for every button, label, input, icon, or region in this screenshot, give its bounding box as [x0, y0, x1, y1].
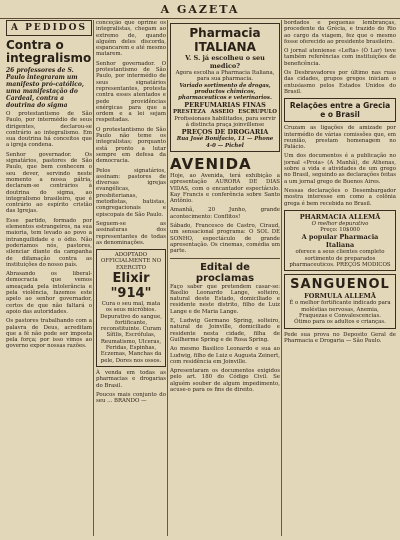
article-paragraph: Senhor governador. O protestantismo de São Paulo, por intermédio de seus signatários representantes, protesta contra esses atentados e pede providências enérgicas para que a ordem e a lei sejam respeitadas. [96, 60, 166, 124]
article-paragraph: Pede sua prova no Deposito Geral de Pharmacia e Drogaria — São Paulo. [284, 331, 396, 344]
article-paragraph: Apresentaram os documentos exigidos pelo art. 180 do Código Civil. Se alguém souber de algum impedimento, acuse-o para os fins de direito. [170, 368, 280, 393]
article-paragraph: Esse partido, formado por elementos estrangeiros, na sua maioria, tem levado ao povo a intranquilidade e o ódio. Não poderíamos nós, pastores, silenciar diante da campanha de difamação contra as instituições do nosso país. [6, 217, 92, 268]
ad-line: Preço: 10$000 [320, 227, 360, 234]
ad-address: Rua José Bonifacio, 11 — Phone 4-0 — Pichel [176, 136, 274, 149]
headline: Contra o integralismo [6, 38, 92, 65]
article-paragraph: Os Desbravadores por último nas ruas das cidades, grupos gregos iniciam o entusiasmo pelos Estados Unidos do Brasil. [284, 70, 396, 95]
ad-line: PREÇOS DE DROGARIA [181, 128, 269, 137]
ad-line: Profissionaes habilitados, para servir á distincta praça joinvillense [174, 115, 276, 129]
article-paragraph: Pelos signatários, assinam: pastores de diversas igrejas evangélicas, presbiterianas, metodistas, batistas, congregacionais e episcopais de São Paulo. [96, 167, 166, 218]
subheadline: 26 professores de S. Paulo integraram um manifesto pró-católico, uma manifestação do Cardeal, contra a doutrina do sigma [6, 67, 84, 109]
pharmacia-allema-advertisement [284, 210, 396, 271]
ad-line: Agora escolha a Pharmacia Italiana, para sua pharmacia. [175, 70, 275, 83]
column-4 [284, 20, 396, 536]
ad-line: Variado sortimento de drogas, productos chimicos, pharmaceuticos e veterinarios. [178, 82, 272, 102]
ad-label-row [173, 109, 277, 115]
article-paragraph: Abrasando os liberal-democracia que vemos ameaçada pela intolerância e pela violência, fazemos este apelo ao senhor governador, certos de que não faltará o apoio das autoridades. [6, 271, 92, 315]
section-title: Relações entre a Grecia e o Brasil [289, 101, 391, 120]
article-paragraph: conceção que oprime os integralistas, chegam ao extremo de, quando alguém deles discorda, espancarem e até mesmo matarem. [96, 20, 166, 58]
ad-tag: FORMULA ALLEMÃ [304, 292, 376, 301]
ad-line: Ótimo para os adultos e crianças. [294, 319, 386, 326]
article-paragraph: Um dos documentos é a publicação no jornal «Proia» (A Manhã), de Athenas, sobre a vida e atividades de um grego no Brasil, seguindo as declarações feitas a um jornal grego de Buenos Aires. [284, 153, 396, 185]
ad-brand: SANGUENOL [290, 277, 390, 293]
ad-line: V. S. já escolheu o seu medico? [185, 54, 265, 70]
ad-brand: Elixir "914" [110, 270, 152, 301]
article-paragraph: Senhor governador. Os signatários, pastores de São Paulo, que bem conhecem o seu dever, servindo neste momento a nossa pátria, declaram-se contrários à doutrina do sigma, ao integralismo brasileiro, que é contrário ao espírito cristão das Igrejas. [6, 151, 92, 215]
column-rule [281, 20, 282, 536]
ad-line: O melhor depurativo [311, 220, 369, 227]
column-rule [167, 20, 168, 536]
article-paragraph: O jornal ateniense «Lefta» (Ó Lar) teve também referências com instituições de beneficência. [284, 48, 396, 67]
ad-label: ASSEIO [210, 109, 234, 116]
section-title: AVENIDA [170, 154, 252, 173]
article-paragraph: À venda em todas as pharmacias e drogarias do Brasil. [96, 369, 166, 389]
article-paragraph: Hoje, ao Avenida, terá exhibição a apresentação AURORA DE DIAS VIDAS, com o encantador espectáculo. Kay Francis e conferência sobre Santo Antônio. [170, 172, 280, 205]
ad-line: PERFUMARIAS FINAS [184, 101, 266, 110]
ad-label: PRESTEZA [173, 109, 206, 116]
article-paragraph: bordados e pequenas lembranças, procedente da Grécia, e trazido do Rio ao cargo da viagem, fez que o mesmo fosse oferecido ao presidente brasileiro. [284, 20, 396, 45]
article-paragraph: Ao mesmo Basilico Leonardo e sua ao Ludwig, filho de Luiz e Augusta Zeinert, com residência em Joinville. [170, 346, 280, 365]
ad-title: Pharmacia ITALIANA [189, 26, 261, 54]
article-paragraph: Nessas declarações o Desembargador mostra interesse em como a colônia grega é bem recebida no Brasil. [284, 187, 396, 207]
ad-line: oferece a seus clientes completo sortimento de preparados pharmaceuticos. PREÇOS MODICOS [289, 249, 391, 269]
section-header-box [6, 20, 92, 36]
article-paragraph: Sábado, Francesco de Castro, Ciraud, um sensacional programa: O SOL DE SONHO, espectáculo de grande apresentação. Os cinemas, comédia um parte. [170, 223, 280, 255]
elixir-advertisement [96, 249, 166, 367]
divider [170, 258, 280, 259]
ad-line: A popular Pharmacia Italiana [301, 233, 379, 250]
ad-label: PHARMACIA ALLEMÃ [299, 212, 381, 221]
ad-label: ESCRUPULO [238, 109, 277, 116]
ad-text: Cura o seu mal, mata os seus micróbios. Depurativo do sangue, fortificante, reconstituinte. Curam Sífilis, Escrófulas, Reumatismo, Ulceras, Feridas, Espinhas, Eczemas, Manchas da pele, Dores nos ossos. [100, 300, 162, 364]
ad-line: É o melhor fortificante indicado para moléstias nervosas, Anemia, Fraquezas e Convalescencias. [289, 300, 391, 319]
column-1 [6, 20, 92, 536]
relacoes-header-box [284, 98, 396, 122]
newspaper-title: A GAZETA [160, 3, 240, 16]
article-paragraph: Amanhã, 20 Junho, grande acontecimento: Conflitos! [170, 207, 280, 220]
article-paragraph: O protestantismo de São Paulo, por intermédio de seus dirigentes, declarou-se contrário ao integralismo. Em sua doutrina há conceitos que a igreja condena. [6, 111, 92, 149]
article-paragraph: Poucos mais conjunto do seu ... BRANDO — [96, 391, 166, 405]
section-title: A PEDIDOS [11, 23, 87, 33]
masthead [0, 0, 400, 19]
article-paragraph: E, Ludwig Germano Spring, solteiro, natural de Joinville, domiciliado e residente nesta cidade, filha de Guilherme Spring e de Rosa Spring. [170, 318, 280, 343]
column-rule [93, 20, 94, 536]
ad-label: ADOPTADO OFFICIALMENTE NO EXERCITO [100, 252, 162, 271]
pharmacia-advertisement [170, 23, 280, 152]
article-paragraph: Os pastores trabalhando com a palavra de Deus, acreditam que a fé não pode ser imposta pela força; por isso vimos ao governo expor nossas razões. [6, 318, 92, 350]
article-paragraph: Cruzam as ligações de amizade por intermédio de várias comissões que, em reunião, prestam homenagem no Palácio. [284, 125, 396, 151]
column-3 [170, 20, 280, 536]
article-paragraph: O protestantismo de São Paulo não teme os integralistas; porquanto está pronto a lutar sempre em defesa da democracia. [96, 126, 166, 165]
sanguenol-advertisement [284, 274, 396, 328]
article-paragraph: Faço saber que pretendem casar-se: Basílio Leonardo Lange, solteiro, natural deste Estado, domiciliado e residente neste distrito, filho de Luiz Lange e de Maria Lange. [170, 283, 280, 315]
section-title: Edital de proclamas [195, 261, 255, 284]
column-2 [96, 20, 166, 536]
article-paragraph: Seguem-se as assinaturas dos representantes de todas as denominações. [96, 220, 166, 246]
